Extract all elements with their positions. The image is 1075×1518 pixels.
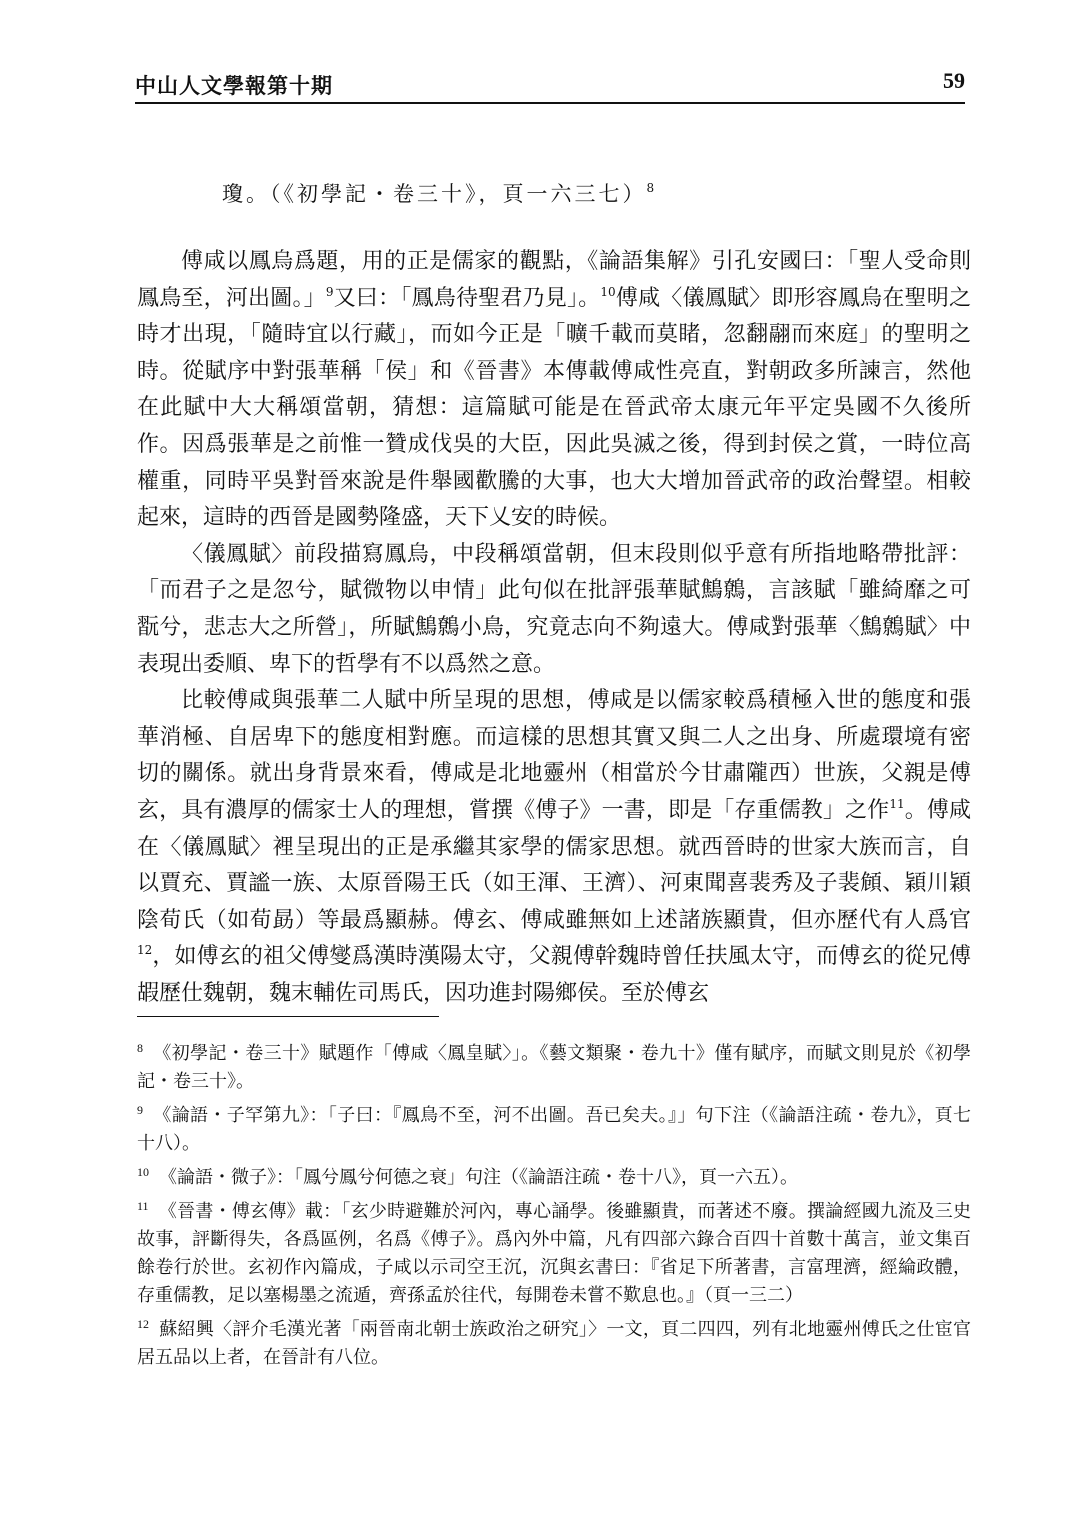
footnote-number: 10 xyxy=(137,1165,149,1179)
footnote-ref: 9 xyxy=(325,284,334,299)
quotation-ending xyxy=(222,178,657,208)
running-header xyxy=(135,62,965,102)
text-run: 比較傅咸與張華二人賦中所呈現的思想，傅咸是以儒家較爲積極入世的態度和張華消極、自居卑下的態度相對應。而這樣的思想其實又與二人之出身、所處環境有密切的關係。就出身背景來看，傅咸是北地靈州（相當於今甘肅隴西）世族，父親是傅玄，具有濃厚的儒家士人的理想，嘗撰《傅子》一書，即是「存重儒教」之作 xyxy=(137,688,971,823)
text-run: ，如傅玄的祖父傅燮爲漢時漢陽太守，父親傅幹魏時曾任扶風太守，而傅玄的從兄傅嘏歷仕魏朝，魏末輔佐司馬氏，因功進封陽鄉侯。至於傅玄 xyxy=(137,944,971,1006)
footnote-text: 《論語・微子》：「鳳兮鳳兮何德之衰」句注（《論語注疏・卷十八》，頁一六五）。 xyxy=(159,1167,798,1188)
journal-title: 中山人文學報第十期 xyxy=(135,74,333,98)
text-run: 又曰：「鳳鳥待聖君乃見」。 xyxy=(333,285,601,311)
footnote xyxy=(137,1316,971,1372)
paragraph xyxy=(137,537,971,683)
text-run: 。傅咸在〈儀鳳賦〉裡呈現出的正是承繼其家學的儒家思想。就西晉時的世家大族而言，自以賈充、賈謐一族、太原晉陽王氏（如王渾、王濟）、河東聞喜裴秀及子裴頠、穎川穎陰荀氏（如荀勗）等最爲顯赫。傅玄、傅咸雖無如上述諸族顯貴，但亦歷代有人爲官 xyxy=(137,797,971,933)
paragraph xyxy=(137,244,971,537)
footnote-ref: 12 xyxy=(137,943,153,958)
page-number: 59 xyxy=(943,68,965,93)
footnote-number: 11 xyxy=(137,1199,149,1213)
footnote-number: 9 xyxy=(137,1103,143,1117)
text-run: 〈儀鳳賦〉前段描寫鳳烏，中段稱頌當朝，但末段則似乎意有所指地略帶批評：「而君子之是忽兮，賦微物以申情」此句似在批評張華賦鷦鷯，言該賦「雖綺靡之可翫兮，悲志大之所營」，所賦鷦鷯小鳥，究竟志向不夠遠大。傅咸對張華〈鷦鷯賦〉中表現出委順、卑下的哲學有不以爲然之意。 xyxy=(137,541,971,677)
footnote-ref: 10 xyxy=(600,284,616,299)
paragraph xyxy=(137,683,971,1012)
footnote-separator xyxy=(137,1016,439,1017)
footnote-text: 《論語・子罕第九》：「子曰：『鳳鳥不至，河不出圖。吾已矣夫。』」句下注（《論語注疏・卷九》，頁七十八）。 xyxy=(137,1105,971,1154)
text-run: 傅咸以鳳烏爲題，用的正是儒家的觀點，《論語集解》引孔安國曰：「聖人受命則鳳鳥至，河出圖。」 xyxy=(137,249,971,311)
footnote-ref: 11 xyxy=(889,796,905,811)
footnote-text: 《初學記・卷三十》賦題作「傅咸〈鳳皇賦〉」。《藝文類聚・卷九十》僅有賦序，而賦文則見於《初學記・卷三十》。 xyxy=(137,1043,971,1092)
quotation-text: 瓊。（《初學記・卷三十》，頁一六三七） xyxy=(222,182,647,206)
footnote xyxy=(137,1164,971,1192)
footnote-ref: 8 xyxy=(646,181,658,195)
footnotes xyxy=(137,1040,971,1378)
footnote-number: 12 xyxy=(137,1317,149,1331)
footnote xyxy=(137,1102,971,1158)
header-rule xyxy=(135,102,965,104)
footnote xyxy=(137,1040,971,1096)
footnote-text: 《晉書・傅玄傳》載：「玄少時避難於河內，專心誦學。後雖顯貴，而著述不廢。撰論經國九流及三史故事，評斷得失，各爲區例，名爲《傅子》。爲內外中篇，凡有四部六錄合百四十首數十萬言，並文集百餘卷行於世。玄初作內篇成，子咸以示司空王沉，沉與玄書曰：『省足下所著書，言富理濟，經綸政體，存重儒教，足以塞楊墨之流遁，齊孫孟於往代，每開卷未嘗不歎息也。』（頁一三二） xyxy=(137,1201,971,1306)
footnote-text: 蘇紹興〈評介毛漢光著「兩晉南北朝士族政治之研究」〉一文，頁二四四，列有北地靈州傅氏之仕宦官居五品以上者，在晉計有八位。 xyxy=(137,1319,971,1368)
text-run: 傅咸〈儀鳳賦〉即形容鳳烏在聖明之時才出現，「隨時宜以行藏」，而如今正是「曠千載而莫睹，忽翻翮而來庭」的聖明之時。從賦序中對張華稱「侯」和《晉書》本傳載傅咸性亮直，對朝政多所諫言，然他在此賦中大大稱頌當朝，猜想：這篇賦可能是在晉武帝太康元年平定吳國不久後所作。因爲張華是之前惟一贊成伐吳的大臣，因此吳滅之後，得到封侯之賞，一時位高權重，同時平吳對晉來說是件舉國歡騰的大事，也大大增加晉武帝的政治聲望。相較起來，這時的西晉是國勢隆盛，天下乂安的時候。 xyxy=(137,285,971,531)
footnote xyxy=(137,1198,971,1310)
footnote-number: 8 xyxy=(137,1041,143,1055)
body-text xyxy=(137,244,971,1012)
